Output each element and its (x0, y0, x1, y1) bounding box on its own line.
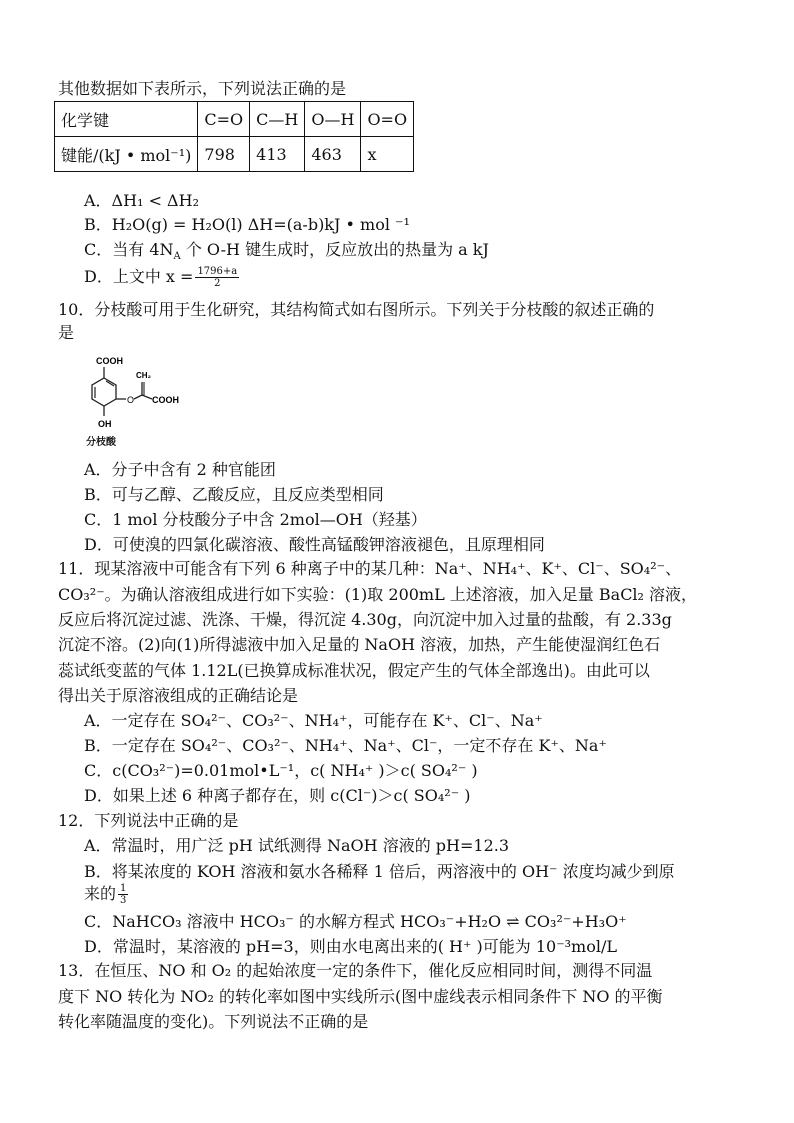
q11-option-c: C．c(CO₃²⁻)=0.01mol•L⁻¹，c( NH₄⁺ )＞c( SO₄²⁻ ) (84, 761, 478, 780)
table-row (55, 102, 414, 137)
q12-option-d: D．常温时，某溶液的 pH=3，则由水电离出来的( H⁺ )可能为 10⁻³mol/L (84, 937, 617, 956)
q11-stem-1: 11．现某溶液中可能含有下列 6 种离子中的某几种：Na⁺、NH₄⁺、K⁺、Cl⁻、SO₄²⁻、 (58, 559, 682, 578)
struct-label-cooh-top: COOH (96, 356, 123, 366)
q10-stem-cont: 是 (58, 323, 75, 342)
q11-stem-3: 反应后将沉淀过滤、洗涤、干燥，得沉淀 4.30g，向沉淀中加入过量的盐酸，有 2.33g (58, 610, 672, 629)
q9-option-b: B．H₂O(g) = H₂O(l) ΔH=(a-b)kJ • mol ⁻¹ (84, 215, 410, 234)
table-cell: C=O (198, 102, 250, 137)
q9-option-d: D．上文中 x = $\frac{1796+a}{2}$ (84, 266, 238, 289)
table-cell: x (361, 137, 414, 172)
chorismic-acid-structure (76, 352, 186, 444)
q10-option-c: C．1 mol 分枝酸分子中含 2mol—OH（羟基） (84, 510, 427, 529)
q11-stem-4: 沉淀不溶。(2)向(1)所得滤液中加入足量的 NaOH 溶液，加热，产生能使湿润红色石 (58, 635, 661, 654)
struct-label-ch2: CH₂ (136, 371, 152, 380)
struct-label-oh: OH (98, 419, 112, 429)
q10-option-a: A．分子中含有 2 种官能团 (84, 460, 276, 479)
q11-stem-6: 得出关于原溶液组成的正确结论是 (58, 686, 299, 705)
q10-stem: 10．分枝酸可用于生化研究，其结构简式如右图所示。下列关于分枝酸的叙述正确的 (58, 300, 655, 319)
q9-option-c: C．当有 $4N_A$ 个 O-H 键生成时，反应放出的热量为 a kJ (84, 240, 489, 263)
q13-stem-1: 13．在恒压、NO 和 O₂ 的起始浓度一定的条件下，催化反应相同时间，测得不同温 (58, 961, 653, 980)
q11-option-d: D．如果上述 6 种离子都存在，则 c(Cl⁻)＞c( SO₄²⁻ ) (84, 786, 471, 805)
bond-energy-table (54, 101, 414, 172)
q11-stem-5: 蕊试纸变蓝的气体 1.12L(已换算成标准状况，假定产生的气体全部逸出)。由此可以 (58, 661, 650, 680)
q13-stem-2: 度下 NO 转化为 NO₂ 的转化率如图中实线所示(图中虚线表示相同条件下 NO 的平衡 (58, 987, 663, 1006)
q11-option-a: A．一定存在 SO₄²⁻、CO₃²⁻、NH₄⁺，可能存在 K⁺、Cl⁻、Na⁺ (84, 711, 543, 730)
struct-caption: 分枝酸 (86, 437, 116, 448)
table-cell: 键能/(kJ • mol⁻¹) (55, 137, 198, 172)
q12-stem: 12．下列说法中正确的是 (58, 811, 239, 830)
table-cell: O—H (305, 102, 361, 137)
struct-label-cooh-side: COOH (152, 395, 179, 405)
table-row (55, 137, 414, 172)
table-cell: 化学键 (55, 102, 198, 137)
q12-option-b-cont: 来的 $\frac{1}{3}$ (84, 883, 127, 906)
q11-stem-2: CO₃²⁻。为确认溶液组成进行如下实验：(1)取 200mL 上述溶液，加入足量 BaCl₂ 溶液， (58, 585, 698, 604)
table-cell: O=O (361, 102, 414, 137)
q10-option-b: B．可与乙醇、乙酸反应，且反应类型相同 (84, 485, 384, 504)
intro-text: 其他数据如下表所示，下列说法正确的是 (58, 79, 347, 98)
struct-label-o: O (127, 395, 135, 405)
q12-option-a: A．常温时，用广泛 pH 试纸测得 NaOH 溶液的 pH=12.3 (84, 836, 510, 855)
table-cell: 413 (250, 137, 305, 172)
table-cell: C—H (250, 102, 305, 137)
q10-option-d: D．可使溴的四氯化碳溶液、酸性高锰酸钾溶液褪色，且原理相同 (84, 535, 545, 554)
q12-option-b: B．将某浓度的 KOH 溶液和氨水各稀释 1 倍后，两溶液中的 OH⁻ 浓度均减少到原 (84, 862, 675, 881)
q13-stem-3: 转化率随温度的变化)。下列说法不正确的是 (58, 1012, 369, 1031)
table-cell: 463 (305, 137, 361, 172)
table-cell: 798 (198, 137, 250, 172)
q12-option-c: C．NaHCO₃ 溶液中 HCO₃⁻ 的水解方程式 HCO₃⁻+H₂O ⇌ CO₃²⁻+H₃O⁺ (84, 912, 627, 931)
q9-option-a: A．ΔH₁ < ΔH₂ (84, 191, 199, 210)
q11-option-b: B．一定存在 SO₄²⁻、CO₃²⁻、NH₄⁺、Na⁺、Cl⁻，一定不存在 K⁺、Na⁺ (84, 736, 607, 755)
